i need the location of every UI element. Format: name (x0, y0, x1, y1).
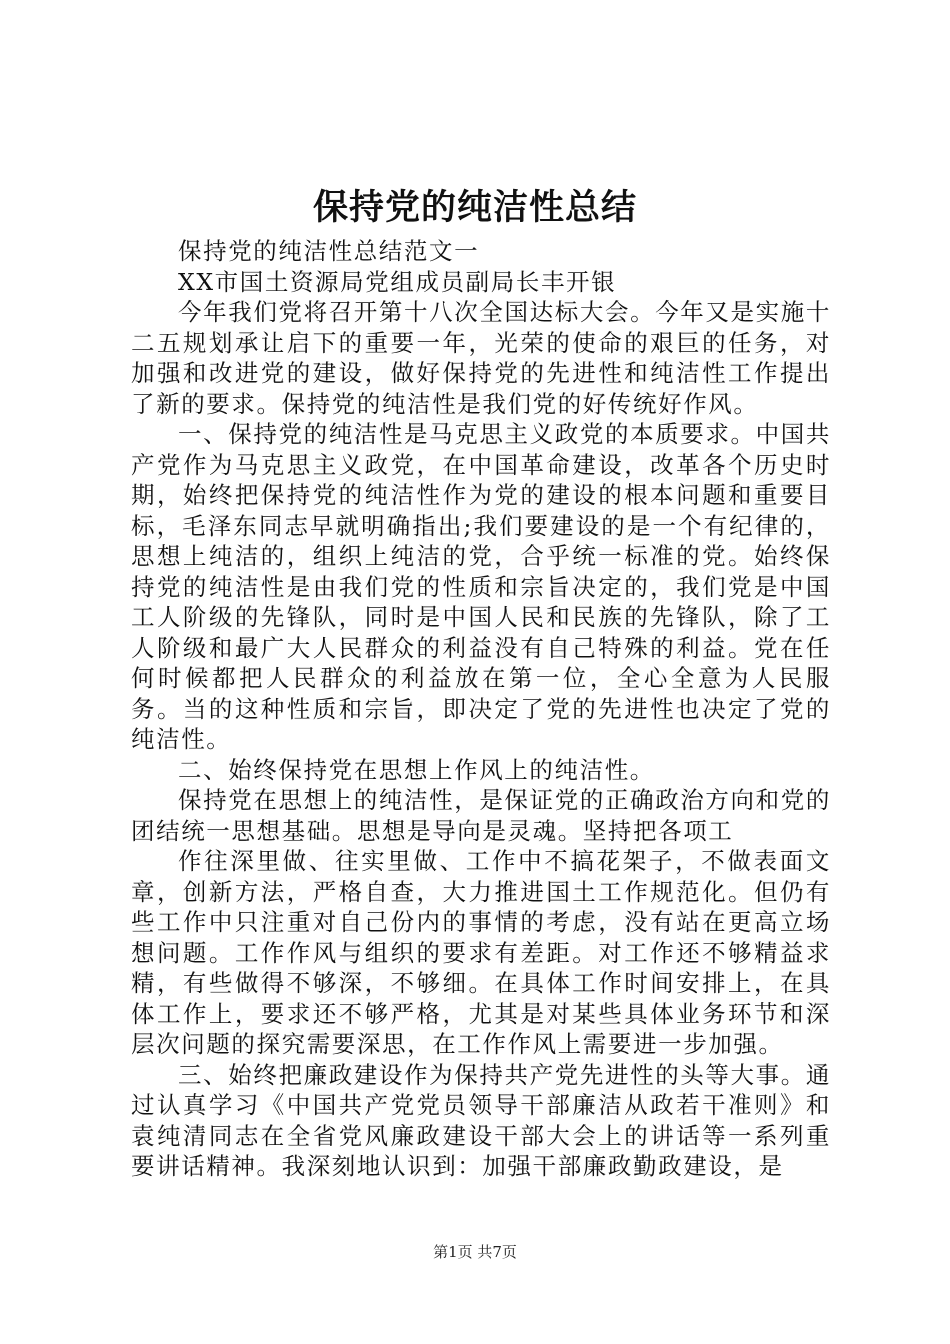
paragraph-section-two-body: 保持党在思想上的纯洁性，是保证党的正确政治方向和党的团结统一思想基础。思想是导向是灵魂。坚持把各项工 (131, 786, 831, 845)
page-footer: 第1页 共7页 (433, 1243, 517, 1261)
paragraph-section-two-continued: 作往深里做、往实里做、工作中不搞花架子，不做表面文章，创新方法，严格自查，大力推进国土工作规范化。但仍有些工作中只注重对自己份内的事情的考虑，没有站在更高立场想问题。工作作风与组织的要求有差距。对工作还不够精益求精，有些做得不够深，不够细。在具体工作时间安排上，在具体工作上，要求还不够严格，尤其是对某些具体业务环节和深层次问题的探究需要深思，在工作作风上需要进一步加强。 (131, 847, 831, 1058)
paragraph-section-three: 三、始终把廉政建设作为保持共产党先进性的头等大事。通过认真学习《中国共产党党员领导干部廉洁从政若干准则》和袁纯清同志在全省党风廉政建设干部大会上的讲话等一系列重要讲话精神。我深刻地认识到：加强干部廉政勤政建设，是 (131, 1060, 831, 1180)
paragraph-author: XX市国土资源局党组成员副局长丰开银 (178, 267, 617, 296)
document-title: 保持党的纯洁性总结 (312, 187, 637, 228)
document-body (131, 236, 831, 1182)
paragraph-section-one: 一、保持党的纯洁性是马克思主义政党的本质要求。中国共产党作为马克思主义政党，在中国革命建设，改革各个历史时期，始终把保持党的纯洁性作为党的建设的根本问题和重要目标，毛泽东同志早就明确指出;我们要建设的是一个有纪律的，思想上纯洁的，组织上纯洁的党，合乎统一标准的党。始终保持党的纯洁性是由我们党的性质和宗旨决定的，我们党是中国工人阶级的先锋队，同时是中国人民和民族的先锋队，除了工人阶级和最广大人民群众的利益没有自己特殊的利益。党在任何时候都把人民群众的利益放在第一位，全心全意为人民服务。当的这种性质和宗旨，即决定了党的先进性也决定了党的纯洁性。 (131, 420, 831, 753)
paragraph-section-two-heading: 二、始终保持党在思想上作风上的纯洁性。 (178, 755, 655, 784)
paragraph-intro: 今年我们党将召开第十八次全国达标大会。今年又是实施十二五规划承让启下的重要一年，光荣的使命的艰巨的任务，对加强和改进党的建设，做好保持党的先进性和纯洁性工作提出了新的要求。保持党的纯洁性是我们党的好传统好作风。 (131, 298, 831, 418)
paragraph-subtitle: 保持党的纯洁性总结范文一 (178, 237, 480, 265)
